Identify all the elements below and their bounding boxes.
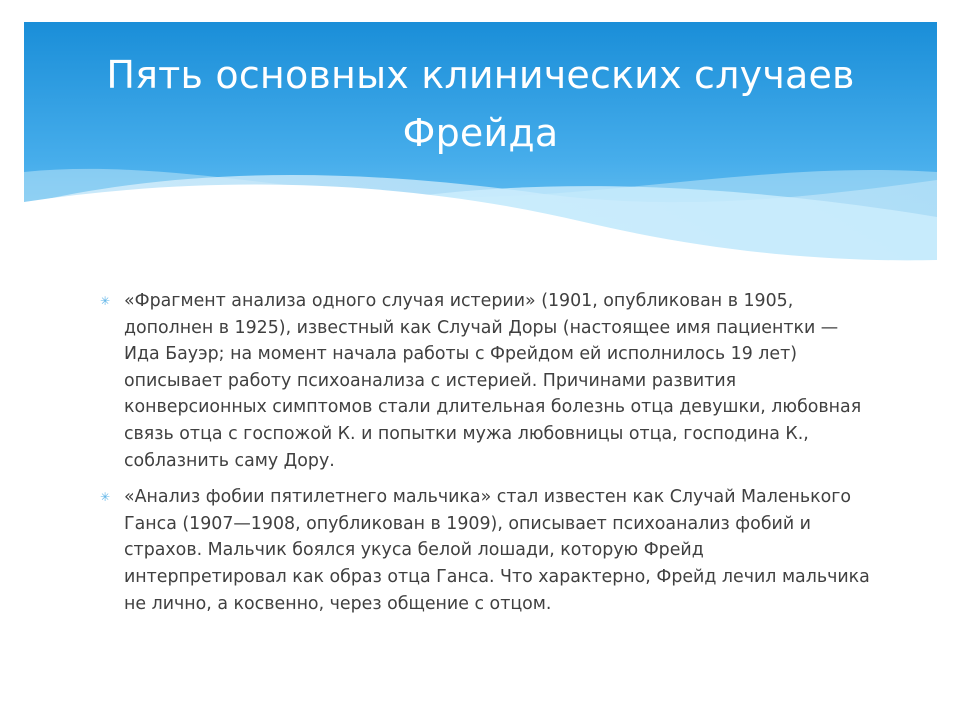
bullet-text: «Анализ фобии пятилетнего мальчика» стал известен как Случай Маленького Ганса (1907—1908, опубликован в 1909), описывает психоанализ фобий и страхов. Мальчик боялся укуса белой лошади, которую Фрейд интерпретировал как образ отца Ганса. Что характерно, Фрейд лечил мальчика не лично, а косвенно, через общение с отцом. [124,487,870,614]
bullet-item-little-hans-case [100,484,870,617]
slide-title [24,46,937,162]
slide-title-line-1: Пять основных клинических случаев [106,53,855,97]
bullet-item-dora-case [100,288,870,474]
bullet-list [100,288,870,627]
slide-title-line-2: Фрейда [402,111,559,155]
bullet-text: «Фрагмент анализа одного случая истерии» (1901, опубликован в 1905, дополнен в 1925), известный как Случай Доры (настоящее имя пациентки — Ида Бауэр; на момент начала работы с Фрейдом ей исполнилось 19 лет) описывает работу психоанализа с истерией. Причинами развития конверсионных симптомов стали длительная болезнь отца девушки, любовная связь отца с госпожой К. и попытки мужа любовницы отца, господина К., соблазнить саму Дору. [124,291,862,471]
asterisk-bullet-icon: ✳ [100,294,111,308]
asterisk-bullet-icon: ✳ [100,490,111,505]
